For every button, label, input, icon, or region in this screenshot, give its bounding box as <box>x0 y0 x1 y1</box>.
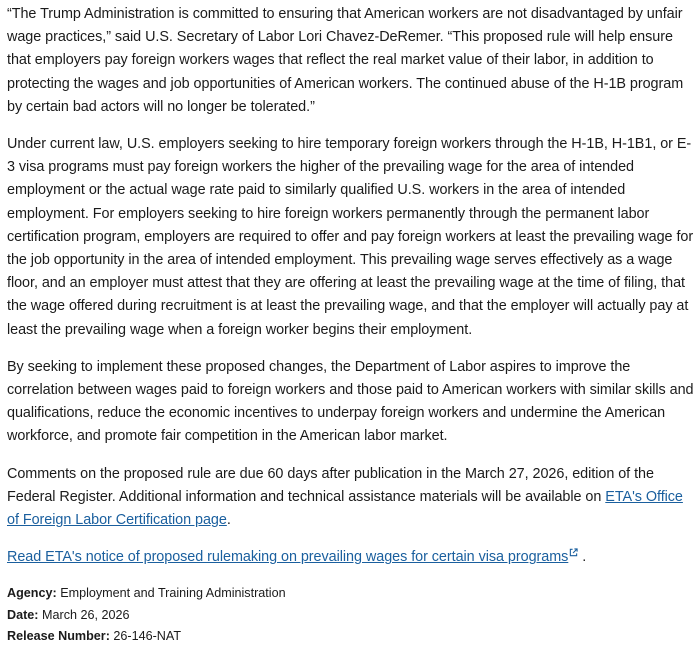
nprm-period: . <box>582 549 587 566</box>
agency-label: Agency: <box>7 586 57 601</box>
release-number-value: 26-146-NAT <box>113 629 182 644</box>
release-number-label: Release Number: <box>7 629 110 644</box>
proposed-changes-paragraph: By seeking to implement these proposed changes, the Department of Labor aspires to improve the correlation between wages paid to foreign workers and those paid to American workers with similar skills and qualifications, reduce the economic incentives to underpay foreign workers and undermine the American workforce, and promote fair competition in the American labor market. <box>7 358 694 445</box>
comments-paragraph <box>7 463 695 533</box>
comments-text: Comments on the proposed rule are due 60 days after publication in the March 27, 2026, edition of the Federal Register. Additional information and technical assistance materials will be available on <box>7 465 654 505</box>
release-metadata <box>7 583 695 648</box>
date-value: March 26, 2026 <box>42 607 130 622</box>
nprm-link-text: Read ETA's notice of proposed rulemaking on prevailing wages for certain visa programs <box>7 549 569 566</box>
comments-period: . <box>226 512 231 529</box>
release-number-row <box>7 626 695 648</box>
agency-row <box>7 583 695 605</box>
nprm-link[interactable] <box>7 549 578 565</box>
nprm-link-paragraph <box>7 546 695 569</box>
date-row <box>7 605 695 627</box>
date-label: Date: <box>7 607 39 622</box>
quote-paragraph: “The Trump Administration is committed to ensuring that American workers are not disadvantaged by unfair wage practices,” said U.S. Secretary of Labor Lori Chavez-DeRemer. “This proposed rule will help ensure that employers pay foreign workers wages that reflect the real market value of their labor, in addition to protecting the wages and job opportunities of American workers. The continued abuse of the H-1B program by certain bad actors will no longer be tolerated.” <box>7 6 684 115</box>
external-link-icon <box>569 548 578 557</box>
current-law-paragraph: Under current law, U.S. employers seeking to hire temporary foreign workers through the H-1B, H-1B1, or E-3 visa programs must pay foreign workers the higher of the prevailing wage for the area of intended employment or the actual wage rate paid to similarly qualified U.S. workers in the area of intended employment. For employers seeking to hire foreign workers permanently through the permanent labor certification program, employers are required to offer and pay foreign workers at least the prevailing wage for the job opportunity in the area of intended employment. This prevailing wage serves effectively as a wage floor, and an employer must attest that they are offering at least the prevailing wage at the time of filing, that the wage offered during recruitment is at least the prevailing wage, and that the employer will actually pay at least the prevailing wage when a foreign worker begins their employment. <box>7 136 694 338</box>
oflc-page-link[interactable]: ETA's Office of Foreign Labor Certification page <box>7 488 683 529</box>
agency-value: Employment and Training Administration <box>60 586 286 601</box>
